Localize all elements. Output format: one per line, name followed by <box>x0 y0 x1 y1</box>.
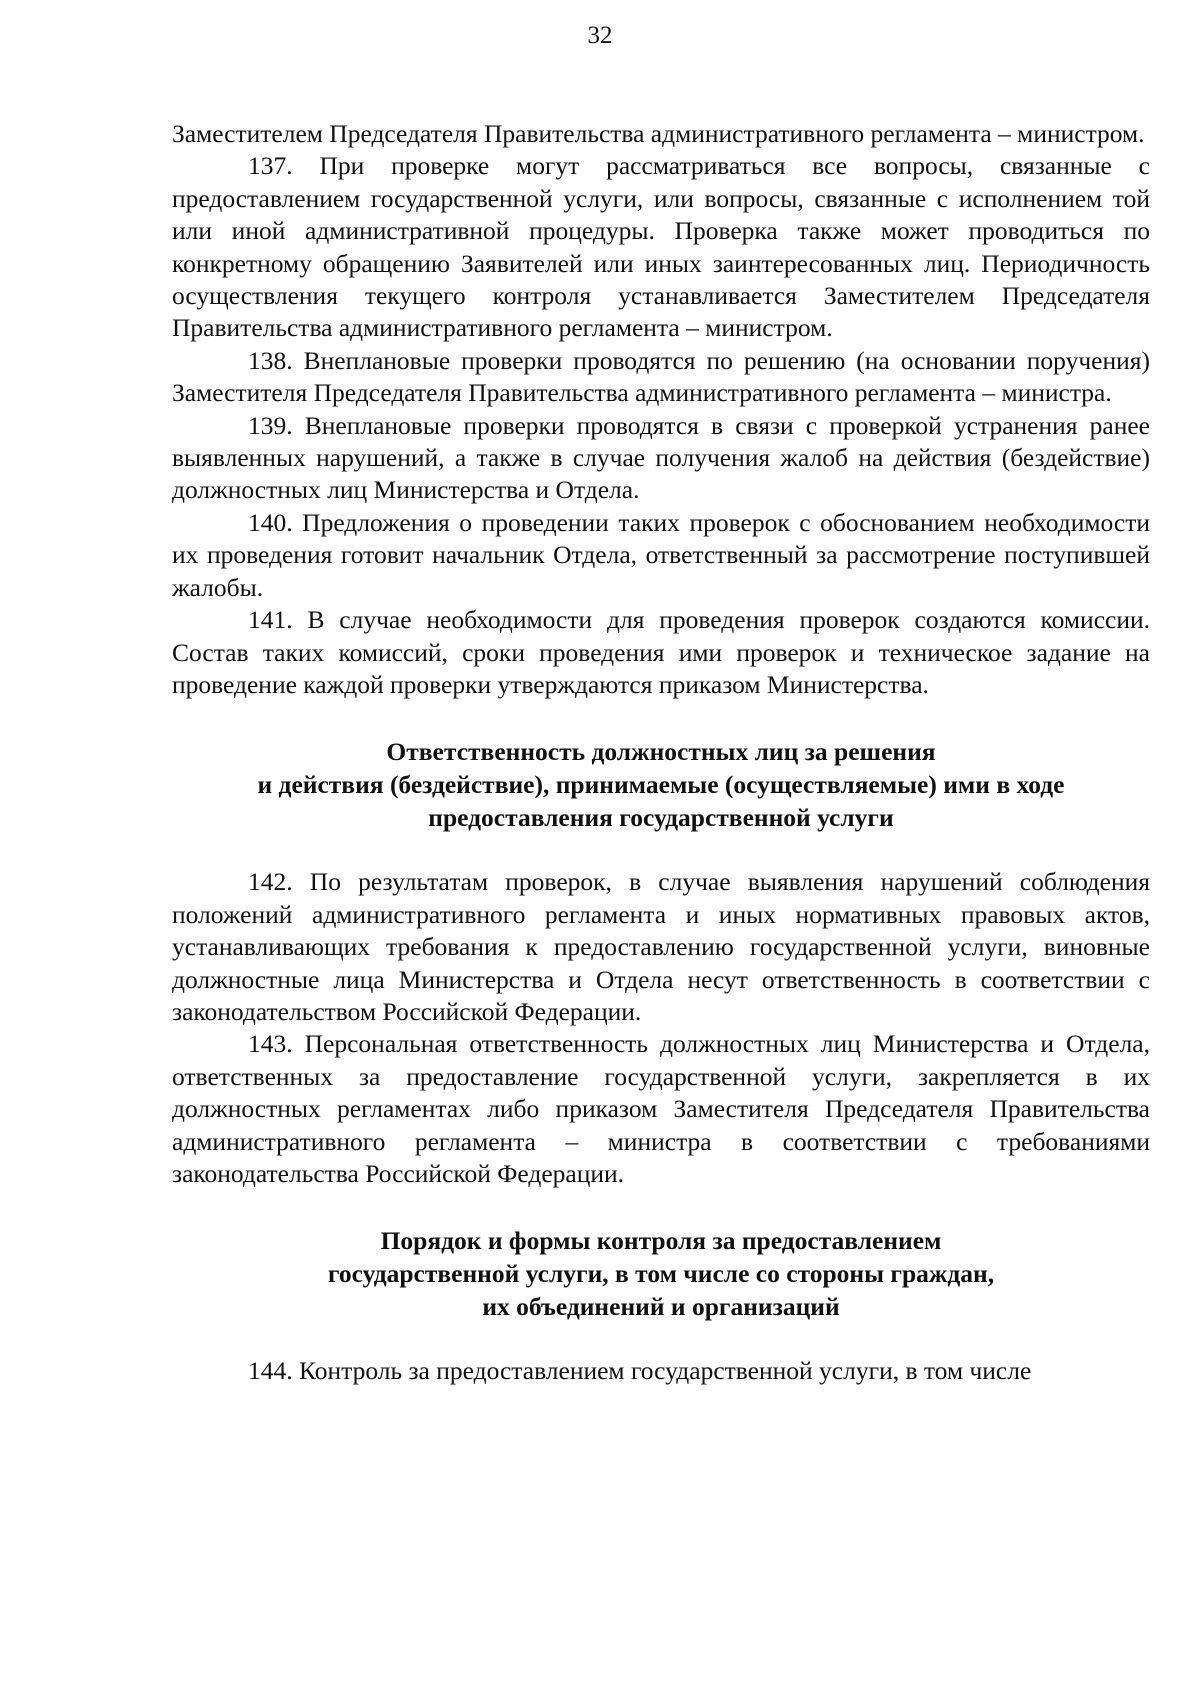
paragraph-138: 138. Внеплановые проверки проводятся по решению (на основании поручения) Заместителя Председателя Правительства административного регламента – министра. <box>172 345 1150 408</box>
heading-line: Ответственность должностных лиц за решения <box>386 737 936 767</box>
heading-line: государственной услуги, в том числе со стороны граждан, <box>327 1259 995 1289</box>
heading-line: и действия (бездействие), принимаемые (осуществляемые) ими в ходе <box>257 770 1065 800</box>
paragraph-140: 140. Предложения о проведении таких проверок с обоснованием необходимости их проведения готовит начальник Отдела, ответственный за рассмотрение поступившей жалобы. <box>172 507 1150 602</box>
page-number: 32 <box>587 22 613 49</box>
section-heading-responsibility <box>172 735 1150 834</box>
paragraph-141: 141. В случае необходимости для проведения проверок создаются комиссии. Состав таких комиссий, сроки проведения ими проверок и техническое задание на проведение каждой проверки утверждаются приказом Министерства. <box>172 605 1150 699</box>
heading-line: их объединений и организаций <box>482 1292 840 1322</box>
paragraph-142: 142. По результатам проверок, в случае выявления нарушений соблюдения положений административного регламента и иных нормативных правовых актов, устанавливающих требования к предоставлению государственной услуги, виновные должностные лица Министерства и Отдела несут ответственность в соответствии с законодательством Российской Федерации. <box>172 867 1150 1026</box>
paragraph-continuation: Заместителем Председателя Правительства административного регламента – министром. <box>172 119 1145 148</box>
heading-line: Порядок и формы контроля за предоставлением <box>380 1226 942 1256</box>
paragraph-143: 143. Персональная ответственность должностных лиц Министерства и Отдела, ответственных за предоставление государственной услуги, закрепляется в их должностных регламентах либо приказом Заместителя Председателя Правительства административного регламента – министра в соответствии с требованиями законодательства Российской Федерации. <box>172 1029 1150 1188</box>
document-body <box>172 118 1150 1388</box>
paragraph-137: 137. При проверке могут рассматриваться все вопросы, связанные с предоставлением государственной услуги, или вопросы, связанные с исполнением той или иной административной процедуры. Проверка также может проводиться по конкретному обращению Заявителей или иных заинтересованных лиц. Периодичность осуществления текущего контроля устанавливается Заместителем Председателя Правительства административного регламента – министром. <box>172 151 1150 343</box>
section-heading-control <box>172 1224 1150 1323</box>
paragraph-144: 144. Контроль за предоставлением государственной услуги, в том числе <box>248 1356 1032 1386</box>
heading-line: предоставления государственной услуги <box>428 803 894 833</box>
paragraph-139: 139. Внеплановые проверки проводятся в связи с проверкой устранения ранее выявленных нарушений, а также в случае получения жалоб на действия (бездействие) должностных лиц Министерства и Отдела. <box>172 410 1150 505</box>
